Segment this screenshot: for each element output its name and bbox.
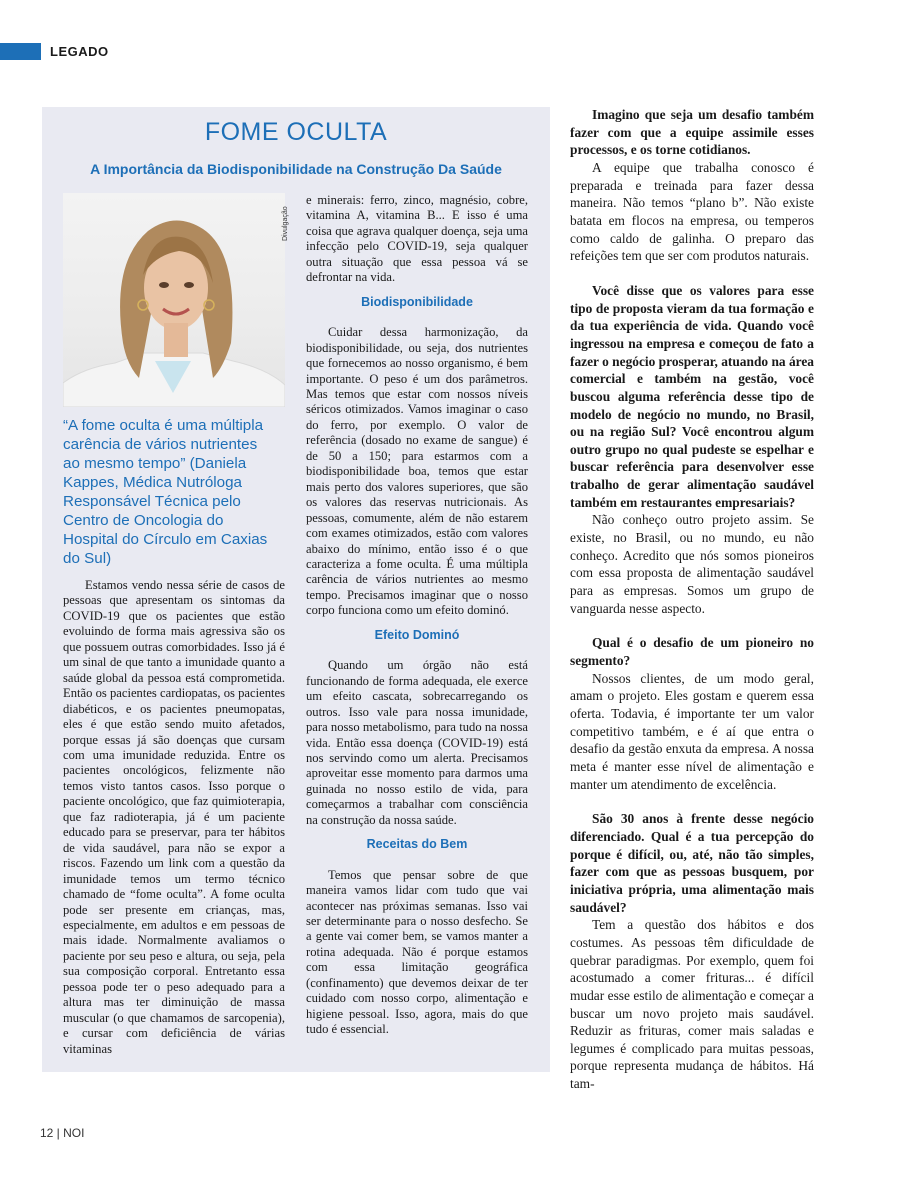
interview-answer: Não conheço outro projeto assim. Se existe, no Brasil, ou no mundo, eu não conheço. Acredito que nós somos pioneiros com essa proposta de alimentação saudável para as empresas. Somos um grupo de vanguarda nesse aspecto. xyxy=(570,512,814,616)
paragraph: Temos que pensar sobre de que maneira vamos lidar com tudo que vai acontecer nas próximas semanas. Isso vai ser determinante para o nosso desfecho. Se a gente vai comer bem, se vamos manter a rotina adequada. Não é porque estamos com essa limitação geográfica (confinamento) que devemos deixar de ter cuidado com nosso corpo, alimentação e higiene pessoal. Isso, agora, mais do que tudo é essencial. xyxy=(306,867,528,1037)
interview-question: Você disse que os valores para esse tipo de proposta vieram da tua formação e da tua experiência de vida. Quando você ingressou na empresa e começou de fato a fazer o negócio prosperar, atuando na área comercial e também na gestão, você buscou alguma referência desse tipo de modelo de negócio no mundo, no Brasil, ou na região Sul? Você encontrou algum outro grupo no qual pudeste se espelhar e buscar referência para desenvolver esse trabalho de gerar alimentação saudável também em restaurantes empresariais? xyxy=(570,282,814,510)
interview-answer: Tem a questão dos hábitos e dos costumes. As pessoas têm dificuldade de quebrar paradigmas. Por exemplo, quem foi acostumado a comer frituras... é difícil mudar esse estilo de alimentação e começar a buscar um novo projeto mais saudável. Reduzir as frituras, comer mais saladas e legumes é complicado para muitas pessoas, porque representa mudança de hábitos. Há tam- xyxy=(570,917,814,1092)
subhead-receitas-do-bem: Receitas do Bem xyxy=(366,837,468,852)
interview-question: Imagino que seja um desafio também fazer com que a equipe assimile esses processos, e os torne cotidianos. xyxy=(570,107,814,158)
article-column-3 xyxy=(570,106,814,1093)
interview-question: São 30 anos à frente desse negócio diferenciado. Qual é a tua percepção do porque é difícil, ou, até, não tão simples, fazer com que as pessoas busquem, por iniciativa própria, uma alimentação mais saudável? xyxy=(570,811,814,915)
section-label: LEGADO xyxy=(50,44,109,59)
interview-question: Qual é o desafio de um pioneiro no segmento? xyxy=(570,635,814,669)
interview-answer: Nossos clientes, de um modo geral, amam o projeto. Eles gostam e querem essa oferta. Todavia, é importante ter um valor competitivo também, e é aí que entra o desafio da gestão enxuta da empresa. A nossa meta é manter esse nível de alimentação e manter um atendimento de excelência. xyxy=(570,670,814,792)
pull-quote: “A fome oculta é uma múltipla carência de vários nutrientes ao mesmo tempo” (Daniela Kappes, Médica Nutróloga Responsável Técnica pelo Centro de Oncologia do Hospital do Círculo em Caxias do Sul) xyxy=(63,417,268,567)
interview-answer: A equipe que trabalha conosco é preparada e treinada para fazer dessa maneira. Não temos “plano b”. Não existe batata em flocos na empresa, ou temperos como caldo de galinha. O preparo das refeições tem que ser com produtos naturais. xyxy=(570,159,814,264)
portrait-photo-icon xyxy=(63,193,285,407)
paragraph: Quando um órgão não está funcionando de forma adequada, ele exerce um efeito cascata, sobrecarregando os outros. Isso vale para nossa imunidade, para nosso metabolismo, para tudo na nossa vida. Então essa doença (COVID-19) está nos servindo como um alerta. Precisamos aproveitar esse momento para darmos uma guinada no nosso estilo de vida, para começarmos a trabalhar com consciência na construção da nossa saúde. xyxy=(306,658,528,827)
subhead-efeito-domino: Efeito Dominó xyxy=(374,627,460,642)
photo-credit: Divulgação xyxy=(282,206,289,241)
subhead-biodisponibilidade: Biodisponibilidade xyxy=(361,294,473,309)
portrait-photo xyxy=(63,193,285,407)
paragraph: Cuidar dessa harmonização, da biodisponibilidade, ou seja, dos nutrientes que fornecemos ao nosso organismo, é bem importante. O peso é um dos parâmetros. Mas temos que estar com nossos níveis séricos otimizados. Vamos imaginar o caso do ferro, por exemplo. O valor de referência (dosado no exame de sangue) é de 50 a 150; para estarmos com a biodisponibilidade boa, temos que estar mais perto dos valores superiores, que são os valores das reservas nutricionais. As pessoas, comumente, além de não estarem com exames otimizados, estão com valores abaixo do mínimo, então isso é o que caracteriza a fome oculta. É uma múltipla carência de vários nutrientes ao mesmo tempo. Precisamos imaginar que o nosso corpo funciona como um efeito dominó. xyxy=(306,325,528,618)
paragraph: e minerais: ferro, zinco, magnésio, cobre, vitamina A, vitamina B... E isso é uma coisa que agrava qualquer doença, seja uma infecção pelo COVID-19, seja qualquer outra situação que essa pessoa vá se defrontar na vida. xyxy=(306,193,528,285)
article-title: FOME OCULTA xyxy=(204,118,388,146)
paragraph: Estamos vendo nessa série de casos de pessoas que apresentam os sintomas da COVID-19 que os pacientes que estão evoluindo de forma mais agressiva são os que possuem outras comorbidades. Isso já é um sinal de que tanto a imunidade quanto a saúde global da pessoa está comprometida. Então os pacientes cardiopatas, os pacientes diabéticos, e os pacientes pneumopatas, eles é que estão sendo muito afetados, porque essas já são doenças que cursam com uma imunidade reduzida. Entre os pacientes oncológicos, felizmente não temos visto tantos casos. Isso porque o paciente oncológico, que faz quimioterapia, que faz radioterapia, já é um paciente educado para se preservar, para ter hábitos de vida saudável, para não se expor a riscos. Fazendo um link com a questão da imunidade temos um termo técnico chamado de “fome oculta”. A fome oculta pode ser presente em crianças, mas, especialmente, em adultos e em pessoas de mais idade. Normalmente avaliamos o paciente por seu peso e altura, ou seja, pela sua composição corporal. Entretanto essa pessoa pode ter o peso adequado para a altura mas ter diminuição de massa muscular (o que chamamos de sarcopenia), e cursar com deficiência de várias vitaminas xyxy=(63,578,285,1056)
article-column-2 xyxy=(306,193,528,1038)
page-folio: 12 | NOI xyxy=(40,1126,85,1140)
article-subtitle: A Importância da Biodisponibilidade na Construção Da Saúde xyxy=(90,161,502,177)
article-column-1 xyxy=(63,578,285,1057)
section-color-bar xyxy=(0,43,41,60)
